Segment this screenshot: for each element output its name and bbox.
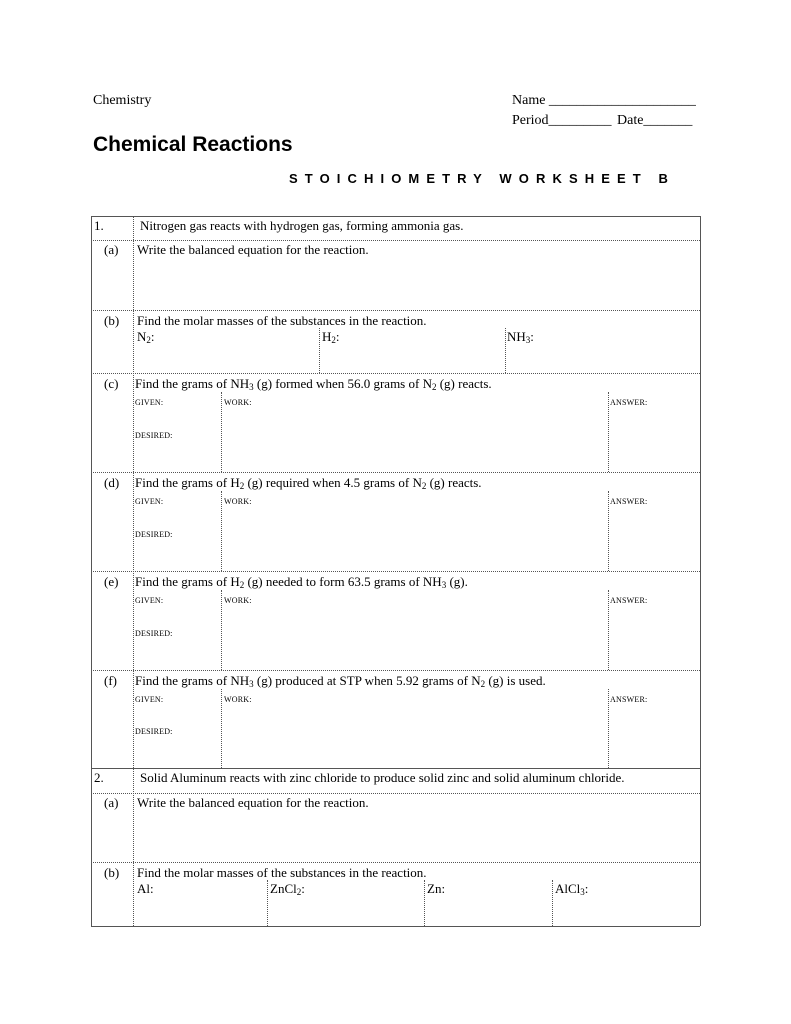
q1e-answer-label: ANSWER: xyxy=(610,596,648,605)
q2b-text: Find the molar masses of the substances in the reaction. xyxy=(137,865,427,880)
q2b-zncl2-label: ZnCl$_2$: xyxy=(270,881,305,897)
q1d-letter: (d) xyxy=(104,475,120,490)
page-title: Chemical Reactions xyxy=(93,133,293,156)
q1a-letter: (a) xyxy=(104,242,119,257)
q1e-desired-label: DESIRED: xyxy=(135,629,173,638)
q2a-text: Write the balanced equation for the reaction. xyxy=(137,795,369,810)
course-name: Chemistry xyxy=(93,93,152,108)
q1e-text: Find the grams of $H_2$ (g) needed to form 63.5 grams of $NH_3$ (g). xyxy=(135,574,468,590)
q1c-answer-label: ANSWER: xyxy=(610,398,648,407)
q1c-letter: (c) xyxy=(104,376,119,391)
q1f-desired-label: DESIRED: xyxy=(135,727,173,736)
q1f-work-label: WORK: xyxy=(224,695,252,704)
q2b-alcl3-label: AlCl$_3$: xyxy=(555,881,589,897)
q1c-work-label: WORK: xyxy=(224,398,252,407)
q1a-text: Write the balanced equation for the reaction. xyxy=(137,242,369,257)
name-field-label: Name _____________________ xyxy=(512,93,696,108)
question-1-text: Nitrogen gas reacts with hydrogen gas, forming ammonia gas. xyxy=(140,218,464,233)
q1b-letter: (b) xyxy=(104,313,120,328)
q1b-n2-label: $N_2$: xyxy=(137,329,155,345)
q1b-nh3-label: $NH_3$: xyxy=(507,329,534,345)
q1b-text: Find the molar masses of the substances in the reaction. xyxy=(137,313,427,328)
q1e-given-label: GIVEN: xyxy=(135,596,164,605)
q1c-desired-label: DESIRED: xyxy=(135,431,173,440)
q2b-zn-label: Zn: xyxy=(427,881,446,896)
q1c-given-label: GIVEN: xyxy=(135,398,164,407)
question-2-text: Solid Aluminum reacts with zinc chloride to produce solid zinc and solid aluminum chloride. xyxy=(140,770,625,785)
q1b-h2-label: $H_2$: xyxy=(322,329,340,345)
period-field-label: Period_________ xyxy=(512,113,612,128)
q1f-letter: (f) xyxy=(104,673,117,688)
q1d-text: Find the grams of $H_2$ (g) required when 4.5 grams of $N_2$ (g) reacts. xyxy=(135,475,482,491)
question-1-number: 1. xyxy=(94,218,104,233)
q1f-given-label: GIVEN: xyxy=(135,695,164,704)
q1d-answer-label: ANSWER: xyxy=(610,497,648,506)
q1f-text: Find the grams of $NH_3$ (g) produced at STP when 5.92 grams of $N_2$ (g) is used. xyxy=(135,673,546,689)
q2a-letter: (a) xyxy=(104,795,119,810)
q1f-answer-label: ANSWER: xyxy=(610,695,648,704)
date-field-label: Date_______ xyxy=(617,113,693,128)
q1d-work-label: WORK: xyxy=(224,497,252,506)
q1c-text: Find the grams of $NH_3$ (g) formed when 56.0 grams of $N_2$ (g) reacts. xyxy=(135,376,492,392)
q1d-given-label: GIVEN: xyxy=(135,497,164,506)
q2b-letter: (b) xyxy=(104,865,120,880)
q1d-desired-label: DESIRED: xyxy=(135,530,173,539)
question-2-number: 2. xyxy=(94,770,104,785)
worksheet-subtitle: STOICHIOMETRY WORKSHEET B xyxy=(289,171,675,186)
q1e-work-label: WORK: xyxy=(224,596,252,605)
q1e-letter: (e) xyxy=(104,574,119,589)
q2b-al-label: Al: xyxy=(137,881,154,896)
